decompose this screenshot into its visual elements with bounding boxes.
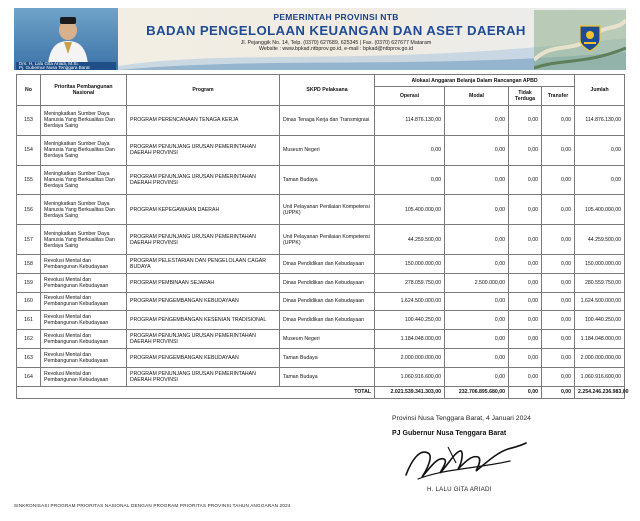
table-row xyxy=(17,106,625,136)
cell-jumlah: 0,00 xyxy=(575,165,625,195)
cell-program: PROGRAM PELESTARIAN DAN PENGELOLAAN CAGAR BUDAYA xyxy=(127,254,280,273)
cell-program: PROGRAM PENGEMBANGAN KESENIAN TRADISIONAL xyxy=(127,311,280,330)
cell-no: 161 xyxy=(17,311,41,330)
total-tidak-terduga: 0,00 xyxy=(509,386,542,398)
cell-priority: Meningkatkan Sumber Daya Manusia Yang Berkualitas Dan Berdaya Saing xyxy=(41,135,127,165)
cell-tidak-terduga: 0,00 xyxy=(509,165,542,195)
cell-operasi: 278.059.750,00 xyxy=(375,273,445,292)
table-row xyxy=(17,195,625,225)
total-jumlah: 2.254.246.236.983,00 xyxy=(575,386,625,398)
cell-modal: 0,00 xyxy=(445,106,509,136)
cell-modal: 0,00 xyxy=(445,135,509,165)
cell-transfer: 0,00 xyxy=(542,311,575,330)
cell-no: 156 xyxy=(17,195,41,225)
header-priority: Prioritas Pembangunan Nasional xyxy=(41,75,127,106)
table-header-row xyxy=(17,75,625,87)
cell-priority: Revolusi Mental dan Pembangunan Kebudayaan xyxy=(41,330,127,349)
cell-tidak-terduga: 0,00 xyxy=(509,348,542,367)
total-transfer: 0,00 xyxy=(542,386,575,398)
cell-transfer: 0,00 xyxy=(542,106,575,136)
cell-skpd: Dinas Tenaga Kerja dan Transmigrasi xyxy=(280,106,375,136)
total-row xyxy=(17,386,625,398)
cell-operasi: 2.000.000.000,00 xyxy=(375,348,445,367)
leader-tag xyxy=(16,62,116,70)
signatory-title: PJ Gubernur Nusa Tenggara Barat xyxy=(392,430,507,437)
cell-transfer: 0,00 xyxy=(542,165,575,195)
cell-priority: Meningkatkan Sumber Daya Manusia Yang Berkualitas Dan Berdaya Saing xyxy=(41,225,127,255)
header-program: Program xyxy=(127,75,280,106)
cell-no: 162 xyxy=(17,330,41,349)
cell-jumlah: 44.259.500,00 xyxy=(575,225,625,255)
leader-portrait-icon xyxy=(42,14,94,64)
cell-priority: Revolusi Mental dan Pembangunan Kebudayaan xyxy=(41,292,127,311)
cell-no: 160 xyxy=(17,292,41,311)
cell-jumlah: 1.624.500.000,00 xyxy=(575,292,625,311)
cell-no: 157 xyxy=(17,225,41,255)
cell-modal: 0,00 xyxy=(445,330,509,349)
cell-modal: 0,00 xyxy=(445,367,509,386)
table-row xyxy=(17,225,625,255)
total-modal: 232.706.895.680,00 xyxy=(445,386,509,398)
cell-program: PROGRAM PENGEMBANGAN KEBUDAYAAN xyxy=(127,348,280,367)
cell-priority: Revolusi Mental dan Pembangunan Kebudayaan xyxy=(41,348,127,367)
cell-transfer: 0,00 xyxy=(542,135,575,165)
cell-program: PROGRAM PENUNJANG URUSAN PEMERINTAHAN DAERAH PROVINSI xyxy=(127,135,280,165)
cell-priority: Revolusi Mental dan Pembangunan Kebudayaan xyxy=(41,367,127,386)
header-operasi: Operasi xyxy=(375,87,445,106)
cell-modal: 0,00 xyxy=(445,292,509,311)
cell-operasi: 114.876.130,00 xyxy=(375,106,445,136)
cell-program: PROGRAM PENUNJANG URUSAN PEMERINTAHAN DAERAH PROVINSI xyxy=(127,367,280,386)
cell-tidak-terduga: 0,00 xyxy=(509,195,542,225)
cell-jumlah: 0,00 xyxy=(575,135,625,165)
leader-name: Drs. H. Lalu Gita Ariadi, M.Si. xyxy=(19,61,79,66)
cell-skpd: Dinas Pendidikan dan Kebudayaan xyxy=(280,311,375,330)
table-row xyxy=(17,348,625,367)
letterhead-text xyxy=(136,12,536,52)
cell-skpd: Dinas Pendidikan dan Kebudayaan xyxy=(280,273,375,292)
table-row xyxy=(17,135,625,165)
province-emblem-icon xyxy=(578,24,602,52)
cell-modal: 0,00 xyxy=(445,311,509,330)
cell-operasi: 1.060.916.600,00 xyxy=(375,367,445,386)
table-row xyxy=(17,330,625,349)
signatory-name: H. LALU GITA ARIADI xyxy=(427,486,492,493)
cell-skpd: Dinas Pendidikan dan Kebudayaan xyxy=(280,254,375,273)
cell-no: 163 xyxy=(17,348,41,367)
cell-no: 158 xyxy=(17,254,41,273)
cell-skpd: Taman Budaya xyxy=(280,367,375,386)
cell-priority: Meningkatkan Sumber Daya Manusia Yang Berkualitas Dan Berdaya Saing xyxy=(41,195,127,225)
header-allocation: Alokasi Anggaran Belanja Dalam Rancangan APBD xyxy=(375,75,575,87)
total-operasi: 2.021.539.341.303,00 xyxy=(375,386,445,398)
cell-transfer: 0,00 xyxy=(542,195,575,225)
cell-transfer: 0,00 xyxy=(542,292,575,311)
table-row xyxy=(17,273,625,292)
cell-modal: 0,00 xyxy=(445,348,509,367)
table-row xyxy=(17,367,625,386)
cell-program: PROGRAM PERENCANAAN TENAGA KERJA xyxy=(127,106,280,136)
header-skpd: SKPD Pelaksana xyxy=(280,75,375,106)
cell-skpd: Museum Negeri xyxy=(280,330,375,349)
header-transfer: Transfer xyxy=(542,87,575,106)
cell-modal: 0,00 xyxy=(445,254,509,273)
cell-modal: 0,00 xyxy=(445,195,509,225)
cell-no: 159 xyxy=(17,273,41,292)
cell-modal: 0,00 xyxy=(445,225,509,255)
cell-modal: 0,00 xyxy=(445,165,509,195)
cell-no: 153 xyxy=(17,106,41,136)
cell-no: 155 xyxy=(17,165,41,195)
cell-tidak-terduga: 0,00 xyxy=(509,367,542,386)
cell-operasi: 0,00 xyxy=(375,165,445,195)
cell-transfer: 0,00 xyxy=(542,330,575,349)
cell-transfer: 0,00 xyxy=(542,348,575,367)
cell-skpd: Unit Pelayanan Penilaian Kompetensi (UPPK) xyxy=(280,195,375,225)
cell-skpd: Taman Budaya xyxy=(280,165,375,195)
cell-program: PROGRAM KEPEGAWAIAN DAERAH xyxy=(127,195,280,225)
table-row xyxy=(17,292,625,311)
cell-jumlah: 1.184.048.000,00 xyxy=(575,330,625,349)
cell-program: PROGRAM PEMBINAAN SEJARAH xyxy=(127,273,280,292)
cell-jumlah: 100.440.250,00 xyxy=(575,311,625,330)
cell-priority: Meningkatkan Sumber Daya Manusia Yang Berkualitas Dan Berdaya Saing xyxy=(41,106,127,136)
cell-tidak-terduga: 0,00 xyxy=(509,273,542,292)
cell-transfer: 0,00 xyxy=(542,254,575,273)
cell-skpd: Taman Budaya xyxy=(280,348,375,367)
cell-operasi: 1.184.048.000,00 xyxy=(375,330,445,349)
cell-operasi: 44.259.500,00 xyxy=(375,225,445,255)
cell-transfer: 0,00 xyxy=(542,367,575,386)
cell-tidak-terduga: 0,00 xyxy=(509,311,542,330)
cell-jumlah: 2.000.000.000,00 xyxy=(575,348,625,367)
cell-program: PROGRAM PENUNJANG URUSAN PEMERINTAHAN DAERAH PROVINSI xyxy=(127,330,280,349)
cell-priority: Revolusi Mental dan Pembangunan Kebudayaan xyxy=(41,254,127,273)
cell-tidak-terduga: 0,00 xyxy=(509,225,542,255)
program-allocation-table xyxy=(16,74,629,399)
government-name: PEMERINTAH PROVINSI NTB xyxy=(273,12,399,22)
cell-skpd: Dinas Pendidikan dan Kebudayaan xyxy=(280,292,375,311)
total-label: TOTAL xyxy=(17,386,375,398)
cell-transfer: 0,00 xyxy=(542,273,575,292)
leader-title: Pj. Gubernur Nusa Tenggara Barat xyxy=(19,65,90,70)
cell-skpd: Unit Pelayanan Penilaian Kompetensi (UPPK) xyxy=(280,225,375,255)
cell-operasi: 150.000.000,00 xyxy=(375,254,445,273)
cell-tidak-terduga: 0,00 xyxy=(509,292,542,311)
table-row xyxy=(17,311,625,330)
cell-operasi: 105.400.000,00 xyxy=(375,195,445,225)
footer-note: SINKRONISASI PROGRAM PRIORITAS NASIONAL DENGAN PROGRAM PRIORITAS PROVINSI TAHUN ANGGARAN 2024 xyxy=(14,503,291,508)
cell-priority: Revolusi Mental dan Pembangunan Kebudayaan xyxy=(41,311,127,330)
cell-no: 154 xyxy=(17,135,41,165)
table-row xyxy=(17,254,625,273)
cell-skpd: Museum Negeri xyxy=(280,135,375,165)
cell-transfer: 0,00 xyxy=(542,225,575,255)
header-no: No xyxy=(17,75,41,106)
cell-priority: Meningkatkan Sumber Daya Manusia Yang Berkualitas Dan Berdaya Saing xyxy=(41,165,127,195)
cell-program: PROGRAM PENUNJANG URUSAN PEMERINTAHAN DAERAH PROVINSI xyxy=(127,225,280,255)
cell-tidak-terduga: 0,00 xyxy=(509,106,542,136)
cell-jumlah: 105.400.000,00 xyxy=(575,195,625,225)
cell-tidak-terduga: 0,00 xyxy=(509,330,542,349)
cell-operasi: 1.624.500.000,00 xyxy=(375,292,445,311)
agency-website: Website : www.bpkad.ntbprov.go.id, e-mail : bpkad@ntbprov.go.id xyxy=(258,46,414,52)
handwritten-signature-icon xyxy=(398,439,528,485)
header-jumlah: Jumlah xyxy=(575,75,625,106)
table-row xyxy=(17,165,625,195)
cell-jumlah: 1.060.916.600,00 xyxy=(575,367,625,386)
cell-program: PROGRAM PENGEMBANGAN KEBUDAYAAN xyxy=(127,292,280,311)
cell-jumlah: 280.559.750,00 xyxy=(575,273,625,292)
cell-program: PROGRAM PENUNJANG URUSAN PEMERINTAHAN DAERAH PROVINSI xyxy=(127,165,280,195)
cell-no: 164 xyxy=(17,367,41,386)
letterhead-banner xyxy=(14,8,626,70)
cell-tidak-terduga: 0,00 xyxy=(509,135,542,165)
cell-jumlah: 150.000.000,00 xyxy=(575,254,625,273)
header-tidak-terduga: Tidak Terduga xyxy=(509,87,542,106)
agency-address: Jl. Pejanggik No. 14, Telp. (0370) 627689, 625345 | Fax. (0370) 627677 Mataram xyxy=(240,40,432,46)
header-modal: Modal xyxy=(445,87,509,106)
cell-operasi: 100.440.250,00 xyxy=(375,311,445,330)
cell-tidak-terduga: 0,00 xyxy=(509,254,542,273)
cell-jumlah: 114.876.130,00 xyxy=(575,106,625,136)
agency-name: BADAN PENGELOLAAN KEUANGAN DAN ASET DAERAH xyxy=(146,23,526,38)
cell-modal: 2.500.000,00 xyxy=(445,273,509,292)
place-date: Provinsi Nusa Tenggara Barat, 4 Januari 2024 xyxy=(392,415,531,422)
cell-operasi: 0,00 xyxy=(375,135,445,165)
cell-priority: Revolusi Mental dan Pembangunan Kebudayaan xyxy=(41,273,127,292)
